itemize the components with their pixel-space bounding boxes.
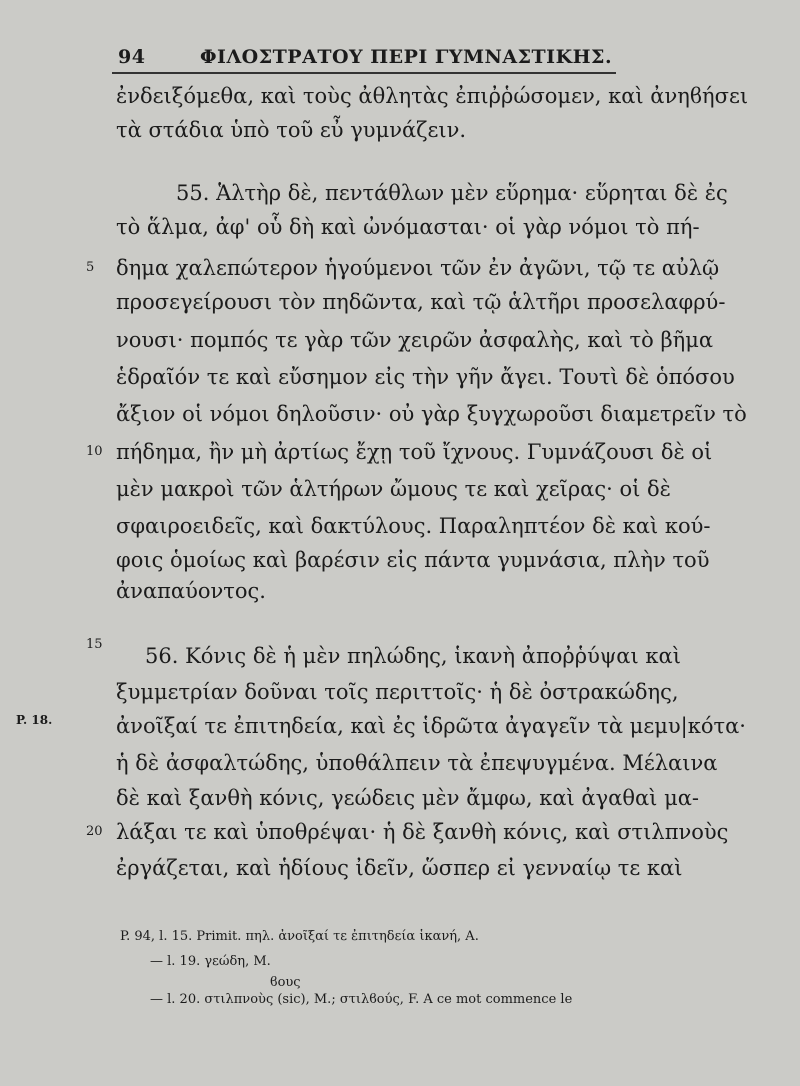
- page-number: 94: [118, 46, 146, 68]
- text-line: δημα χαλεπώτερον ἡγούμενοι τῶν ἐν ἀγῶνι, τῷ τε αὐλῷ: [116, 256, 720, 280]
- text-line: λάξαι τε καὶ ὑποθρέψαι· ἡ δὲ ξανθὴ κόνις, καὶ στιλπνοὺς: [116, 820, 729, 844]
- text-line: ξυμμετρίαν δοῦναι τοῖς περιττοῖς· ἡ δὲ ὀστρακώδης,: [116, 680, 679, 704]
- text-line: μὲν μακροὶ τῶν ἁλτήρων ὤμους τε καὶ χεῖρας· οἱ δὲ: [116, 477, 671, 501]
- line-number: 5: [86, 260, 95, 275]
- line-number: 15: [86, 637, 103, 652]
- running-title: ΦΙΛΟΣΤΡΑΤΟΥ ΠΕΡΙ ΓΥΜΝΑΣΤΙΚΗΣ.: [200, 46, 613, 68]
- text-line: 56. Κόνις δὲ ἡ μὲν πηλώδης, ἱκανὴ ἀποῤῥύψαι καὶ: [145, 644, 681, 668]
- footnote: — l. 19. γεώδη, M.: [150, 954, 271, 969]
- text-line: ἀνοῖξαί τε ἐπιτηδεία, καὶ ἐς ἱδρῶτα ἀγαγεῖν τὰ μεμυ|κότα·: [116, 714, 746, 738]
- text-line: προσεγείρουσι τὸν πηδῶντα, καὶ τῷ ἁλτῆρι προσελαφρύ-: [116, 290, 726, 314]
- line-number: 20: [86, 824, 103, 839]
- footnote: P. 94, l. 15. Primit. πηλ. ἀνοῖξαί τε ἐπιτηδεία ἱκανή, A.: [120, 929, 479, 944]
- text-line: ἡ δὲ ἀσφαλτώδης, ὑποθάλπειν τὰ ἐπεψυγμένα. Μέλαινα: [116, 751, 718, 775]
- header-rule: [112, 72, 616, 74]
- text-line: τὸ ἅλμα, ἀφ' οὗ δὴ καὶ ὠνόμασται· οἱ γὰρ νόμοι τὸ πή-: [116, 215, 700, 239]
- text-line: ἀναπαύοντος.: [116, 579, 266, 603]
- text-line: νουσι· πομπός τε γὰρ τῶν χειρῶν ἀσφαλὴς, καὶ τὸ βῆμα: [116, 328, 714, 352]
- text-line: ἐργάζεται, καὶ ἡδίους ἰδεῖν, ὥσπερ εἰ γενναίῳ τε καὶ: [116, 856, 683, 880]
- text-line: ἑδραῖόν τε καὶ εὔσημον εἰς τὴν γῆν ἄγει. Τουτὶ δὲ ὁπόσου: [116, 365, 735, 389]
- margin-page-reference: P. 18.: [16, 713, 53, 727]
- footnote: — l. 20. στιλπνοὺς (sic), M.; στιλϐούς, F. A ce mot commence le: [150, 992, 573, 1007]
- text-line: δὲ καὶ ξανθὴ κόνις, γεώδεις μὲν ἄμφω, καὶ ἀγαθαὶ μα-: [116, 786, 699, 810]
- text-line: 55. Ἁλτὴρ δὲ, πεντάθλων μὲν εὕρημα· εὕρηται δὲ ἐς: [176, 181, 728, 205]
- line-number: 10: [86, 444, 103, 459]
- text-line: φοις ὁμοίως καὶ βαρέσιν εἰς πάντα γυμνάσια, πλὴν τοῦ: [116, 548, 710, 572]
- text-line: σφαιροειδεῖς, καὶ δακτύλους. Παραληπτέον δὲ καὶ κού-: [116, 514, 711, 538]
- text-line: τὰ στάδια ὑπὸ τοῦ εὖ γυμνάζειν.: [116, 118, 467, 142]
- text-line: πήδημα, ἢν μὴ ἀρτίως ἔχῃ τοῦ ἴχνους. Γυμνάζουσι δὲ οἱ: [116, 440, 713, 464]
- text-line: ἐνδειξόμεθα, καὶ τοὺς ἀθλητὰς ἐπιῤῥώσομεν, καὶ ἀνηϐήσει: [116, 84, 749, 108]
- text-line: ἄξιον οἱ νόμοι δηλοῦσιν· οὐ γὰρ ξυγχωροῦσι διαμετρεῖν τὸ: [116, 402, 747, 426]
- running-header: [118, 46, 618, 72]
- footnote-superscript: ϐους: [270, 975, 301, 990]
